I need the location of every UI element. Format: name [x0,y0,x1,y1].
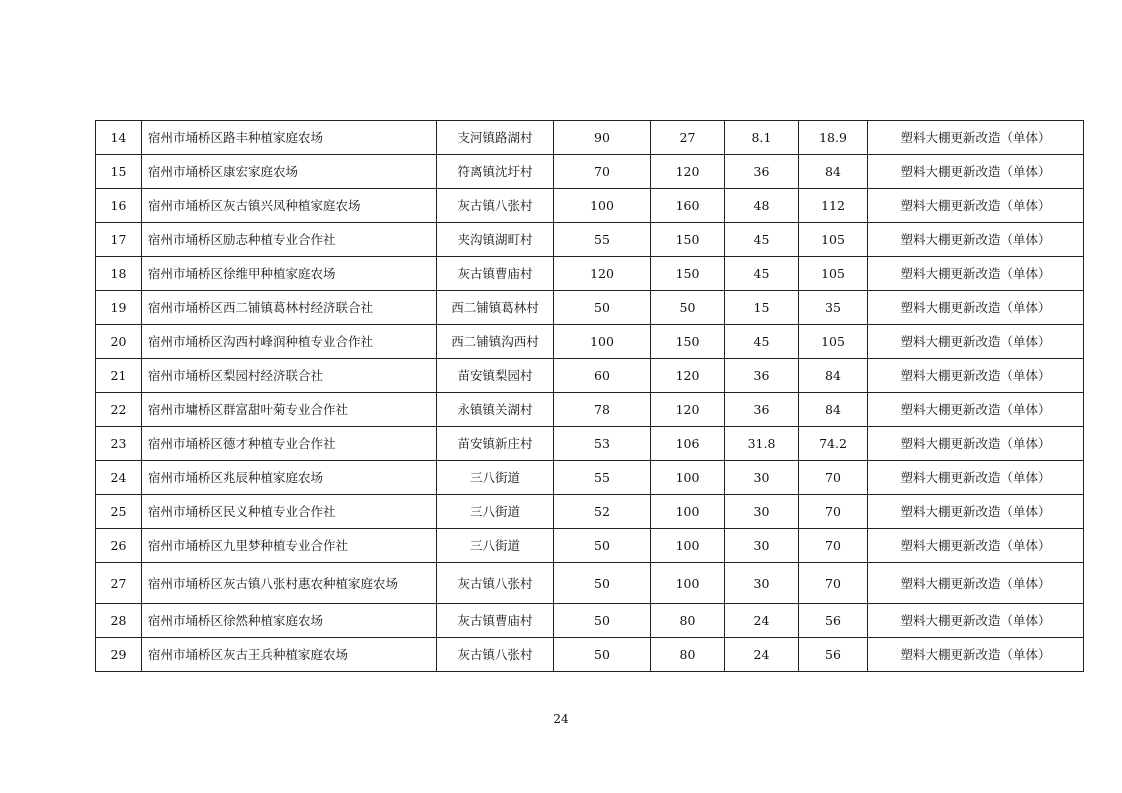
value-2: 80 [651,604,725,638]
location: 灰古镇曹庙村 [437,604,554,638]
entity-name: 宿州市埇桥区灰古镇兴凤种植家庭农场 [142,189,437,223]
location: 西二铺镇沟西村 [437,325,554,359]
table-row [96,461,1084,495]
value-2: 100 [651,461,725,495]
value-2: 27 [651,121,725,155]
value-4: 35 [799,291,868,325]
row-number: 15 [96,155,142,189]
table-row [96,325,1084,359]
entity-name: 宿州市埇桥区梨园村经济联合社 [142,359,437,393]
entity-name: 宿州市埇桥区徐然种植家庭农场 [142,604,437,638]
table-row [96,359,1084,393]
location: 苗安镇梨园村 [437,359,554,393]
project-type: 塑料大棚更新改造（单体） [868,495,1084,529]
value-3: 45 [725,257,799,291]
row-number: 21 [96,359,142,393]
location: 三八街道 [437,529,554,563]
value-4: 84 [799,155,868,189]
value-3: 36 [725,155,799,189]
row-number: 29 [96,638,142,672]
value-3: 15 [725,291,799,325]
value-3: 24 [725,638,799,672]
value-4: 70 [799,563,868,604]
location: 永镇镇关湖村 [437,393,554,427]
value-1: 120 [554,257,651,291]
row-number: 17 [96,223,142,257]
row-number: 14 [96,121,142,155]
project-type: 塑料大棚更新改造（单体） [868,393,1084,427]
entity-name: 宿州市墉桥区群富甜叶菊专业合作社 [142,393,437,427]
location: 灰古镇八张村 [437,563,554,604]
value-1: 55 [554,461,651,495]
table-body [96,121,1084,672]
table-row [96,638,1084,672]
value-2: 160 [651,189,725,223]
value-2: 100 [651,529,725,563]
project-type: 塑料大棚更新改造（单体） [868,121,1084,155]
row-number: 26 [96,529,142,563]
project-type: 塑料大棚更新改造（单体） [868,529,1084,563]
row-number: 22 [96,393,142,427]
value-1: 70 [554,155,651,189]
table-row [96,155,1084,189]
project-type: 塑料大棚更新改造（单体） [868,189,1084,223]
row-number: 20 [96,325,142,359]
row-number: 24 [96,461,142,495]
value-3: 8.1 [725,121,799,155]
project-type: 塑料大棚更新改造（单体） [868,359,1084,393]
value-4: 84 [799,359,868,393]
table-row [96,291,1084,325]
project-type: 塑料大棚更新改造（单体） [868,427,1084,461]
table-row [96,121,1084,155]
value-3: 30 [725,495,799,529]
project-type: 塑料大棚更新改造（单体） [868,155,1084,189]
value-2: 120 [651,155,725,189]
table-row [96,223,1084,257]
value-4: 112 [799,189,868,223]
value-3: 30 [725,529,799,563]
value-3: 45 [725,325,799,359]
value-1: 50 [554,291,651,325]
project-type: 塑料大棚更新改造（单体） [868,291,1084,325]
location: 苗安镇新庄村 [437,427,554,461]
entity-name: 宿州市埇桥区灰古王兵种植家庭农场 [142,638,437,672]
project-type: 塑料大棚更新改造（单体） [868,223,1084,257]
project-type: 塑料大棚更新改造（单体） [868,563,1084,604]
table-row [96,393,1084,427]
entity-name: 宿州市埇桥区康宏家庭农场 [142,155,437,189]
value-2: 106 [651,427,725,461]
location: 符离镇沈圩村 [437,155,554,189]
entity-name: 宿州市埇桥区沟西村峰润种植专业合作社 [142,325,437,359]
project-type: 塑料大棚更新改造（单体） [868,257,1084,291]
value-2: 150 [651,223,725,257]
value-3: 45 [725,223,799,257]
value-2: 150 [651,257,725,291]
table-row [96,257,1084,291]
location: 灰古镇曹庙村 [437,257,554,291]
location: 支河镇路湖村 [437,121,554,155]
value-1: 53 [554,427,651,461]
entity-name: 宿州市埇桥区九里梦种植专业合作社 [142,529,437,563]
value-4: 84 [799,393,868,427]
value-1: 52 [554,495,651,529]
value-2: 150 [651,325,725,359]
value-3: 24 [725,604,799,638]
location: 西二铺镇葛林村 [437,291,554,325]
value-2: 120 [651,393,725,427]
value-1: 50 [554,638,651,672]
value-4: 18.9 [799,121,868,155]
table-row [96,427,1084,461]
row-number: 25 [96,495,142,529]
row-number: 18 [96,257,142,291]
entity-name: 宿州市埇桥区西二铺镇葛林村经济联合社 [142,291,437,325]
value-1: 50 [554,604,651,638]
value-4: 105 [799,325,868,359]
row-number: 28 [96,604,142,638]
value-3: 48 [725,189,799,223]
value-4: 56 [799,638,868,672]
value-4: 105 [799,257,868,291]
value-2: 80 [651,638,725,672]
entity-name: 宿州市埇桥区路丰种植家庭农场 [142,121,437,155]
value-4: 56 [799,604,868,638]
value-4: 105 [799,223,868,257]
value-1: 50 [554,563,651,604]
entity-name: 宿州市埇桥区德才种植专业合作社 [142,427,437,461]
value-1: 90 [554,121,651,155]
table-row [96,604,1084,638]
row-number: 19 [96,291,142,325]
entity-name: 宿州市埇桥区灰古镇八张村惠农种植家庭农场 [142,563,437,604]
value-4: 70 [799,495,868,529]
project-type: 塑料大棚更新改造（单体） [868,461,1084,495]
value-1: 50 [554,529,651,563]
value-1: 100 [554,189,651,223]
location: 灰古镇八张村 [437,189,554,223]
value-3: 36 [725,359,799,393]
value-4: 74.2 [799,427,868,461]
row-number: 27 [96,563,142,604]
project-type: 塑料大棚更新改造（单体） [868,638,1084,672]
project-type: 塑料大棚更新改造（单体） [868,325,1084,359]
value-2: 100 [651,563,725,604]
location: 夹沟镇湖町村 [437,223,554,257]
value-3: 36 [725,393,799,427]
project-table [95,120,1084,672]
value-2: 120 [651,359,725,393]
table-row [96,189,1084,223]
value-2: 50 [651,291,725,325]
value-3: 30 [725,461,799,495]
value-3: 31.8 [725,427,799,461]
entity-name: 宿州市埇桥区徐维甲种植家庭农场 [142,257,437,291]
table-row [96,563,1084,604]
row-number: 16 [96,189,142,223]
value-4: 70 [799,529,868,563]
location: 灰古镇八张村 [437,638,554,672]
location: 三八街道 [437,495,554,529]
value-1: 78 [554,393,651,427]
page-number: 24 [553,712,569,726]
entity-name: 宿州市埇桥区励志种植专业合作社 [142,223,437,257]
value-2: 100 [651,495,725,529]
table-row [96,495,1084,529]
table-row [96,529,1084,563]
value-1: 55 [554,223,651,257]
location: 三八街道 [437,461,554,495]
entity-name: 宿州市埇桥区兆辰种植家庭农场 [142,461,437,495]
value-1: 60 [554,359,651,393]
value-4: 70 [799,461,868,495]
project-type: 塑料大棚更新改造（单体） [868,604,1084,638]
entity-name: 宿州市埇桥区民义种植专业合作社 [142,495,437,529]
value-3: 30 [725,563,799,604]
value-1: 100 [554,325,651,359]
row-number: 23 [96,427,142,461]
